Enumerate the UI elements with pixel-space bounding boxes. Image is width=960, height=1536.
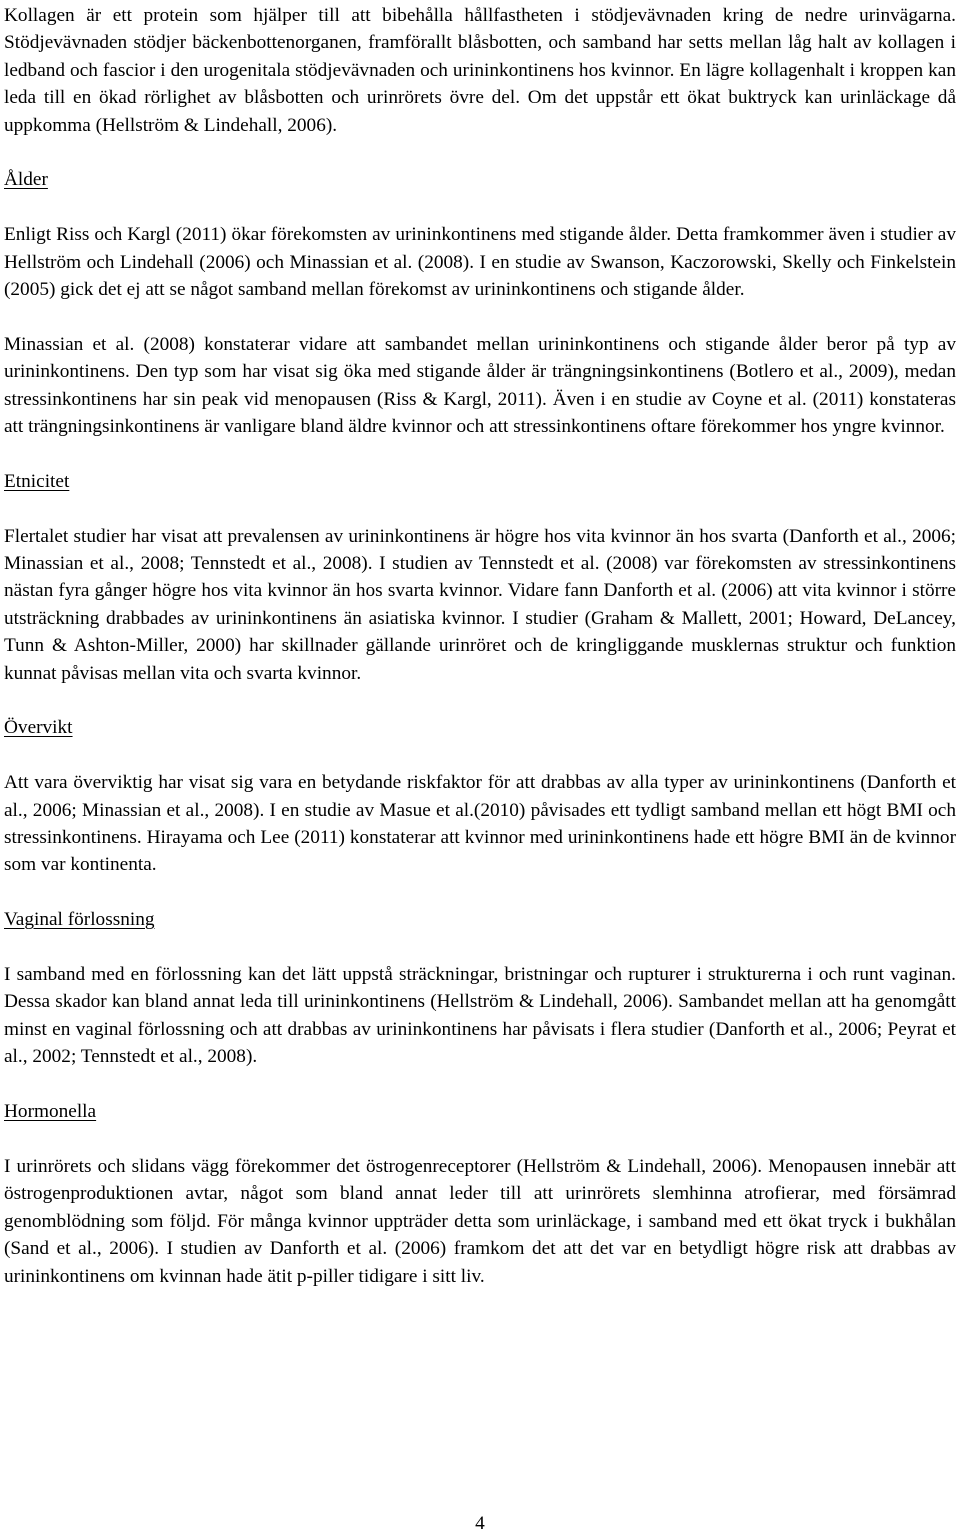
paragraph-vaginal-forlossning: I samband med en förlossning kan det lätt uppstå sträckningar, bristningar och rupturer i strukturerna i och runt vaginan. Dessa skador kan bland annat leda till urininkontinens (Hellström & Lindehall, 2006). Sambandet mellan att ha genomgått minst en vaginal förlossning och att drabbas av urininkontinens har påvisats i flera studier (Danforth et al., 2006; Peyrat et al., 2002; Tennstedt et al., 2008). bbox=[4, 964, 956, 1068]
spacer bbox=[4, 742, 956, 769]
heading-vaginal-forlossning: Vaginal förlossning bbox=[4, 909, 155, 931]
spacer bbox=[4, 1071, 956, 1098]
paragraph-overvikt: Att vara överviktig har visat sig vara en betydande riskfaktor för att drabbas av alla typer av urininkontinens (Danforth et al., 2006; Minassian et al., 2008). I en studie av Masue et al.(2010) påvisades ett tydligt samband mellan ett högt BMI och stressinkontinens. Hirayama och Lee (2011) konstaterar att kvinnor med urininkontinens hade ett högre BMI än de kvinnor som var kontinenta. bbox=[4, 772, 956, 876]
spacer bbox=[4, 934, 956, 961]
spacer bbox=[4, 303, 956, 330]
paragraph-hormonella: I urinrörets och slidans vägg förekommer det östrogenreceptorer (Hellström & Lindehall, 2006). Menopausen innebär att östrogenproduktionen avtar, något som bland annat leder till att urinrörets slemhinna atrofierar, med försämrad genomblödning som följd. För många kvinnor uppträder detta som urinläckage, i samband med ett ökat tryck i bukhålan (Sand et al., 2006). I studien av Danforth et al. (2006) framkom det att det var en betydligt högre risk att drabbas av urininkontinens om kvinnan hade ätit p-piller tidigare i sitt liv. bbox=[4, 1155, 956, 1287]
heading-alder: Ålder bbox=[4, 169, 48, 191]
spacer bbox=[4, 1126, 956, 1153]
page-number: 4 bbox=[475, 1513, 485, 1534]
spacer bbox=[4, 879, 956, 906]
heading-hormonella: Hormonella bbox=[4, 1101, 97, 1123]
heading-etnicitet: Etnicitet bbox=[4, 470, 70, 492]
spacer bbox=[4, 139, 956, 166]
paragraph-etnicitet: Flertalet studier har visat att prevalensen av urininkontinens är högre hos vita kvinnor än hos svarta (Danforth et al., 2006; Minassian et al., 2008; Tennstedt et al., 2008). I studien av Tennstedt et al. (2008) var förekomsten av stressinkontinens nästan fyra gånger högre hos vita kvinnor än hos svarta kvinnor. Vidare fann Danforth et al. (2006) att vita kvinnor i större utsträckning drabbades av urininkontinens än asiatiska kvinnor. I studier (Graham & Mallett, 2001; Howard, DeLancey, Tunn & Ashton-Miller, 2000) har skillnader gällande urinröret och de kringliggande musklernas struktur och funktion kunnat påvisas mellan vita och svarta kvinnor. bbox=[4, 525, 956, 684]
document-page bbox=[4, 2, 956, 1290]
spacer bbox=[4, 687, 956, 714]
paragraph-alder-2: Minassian et al. (2008) konstaterar vidare att sambandet mellan urininkontinens och stigande ålder beror på typ av urininkontinens. Den typ som har visat sig öka med stigande ålder är trängningsinkontinens (Botlero et al., 2009), medan stressinkontinens har sin peak vid menopausen (Riss & Kargl, 2011). Även i en studie av Coyne et al. (2011) konstateras att trängningsinkontinens är vanligare bland äldre kvinnor och att stressinkontinens oftare förekommer hos yngre kvinnor. bbox=[4, 333, 956, 438]
spacer bbox=[4, 440, 956, 467]
paragraph-collagen: Kollagen är ett protein som hjälper till att bibehålla hållfastheten i stödjevävnaden kring de nedre urinvägarna. Stödjevävnaden stödjer bäckenbottenorganen, framförallt blåsbotten, och samband har setts mellan låg halt av kollagen i ledband och fascior i den urogenitala stödjevävnaden och urininkontinens hos kvinnor. En lägre kollagenhalt i kroppen kan leda till en ökad rörlighet av blåsbotten och urinrörets övre del. Om det uppstår ett ökat buktryck kan urinläckage då uppkomma (Hellström & Lindehall, 2006). bbox=[4, 5, 956, 136]
heading-overvikt: Övervikt bbox=[4, 717, 73, 739]
spacer bbox=[4, 495, 956, 522]
spacer bbox=[4, 194, 956, 221]
paragraph-alder-1: Enligt Riss och Kargl (2011) ökar förekomsten av urininkontinens med stigande ålder. Detta framkommer även i studier av Hellström och Lindehall (2006) och Minassian et al. (2008). I en studie av Swanson, Kaczorowski, Skelly och Finkelstein (2005) gick det ej att se något samband mellan förekomst av urininkontinens och stigande ålder. bbox=[4, 224, 956, 301]
